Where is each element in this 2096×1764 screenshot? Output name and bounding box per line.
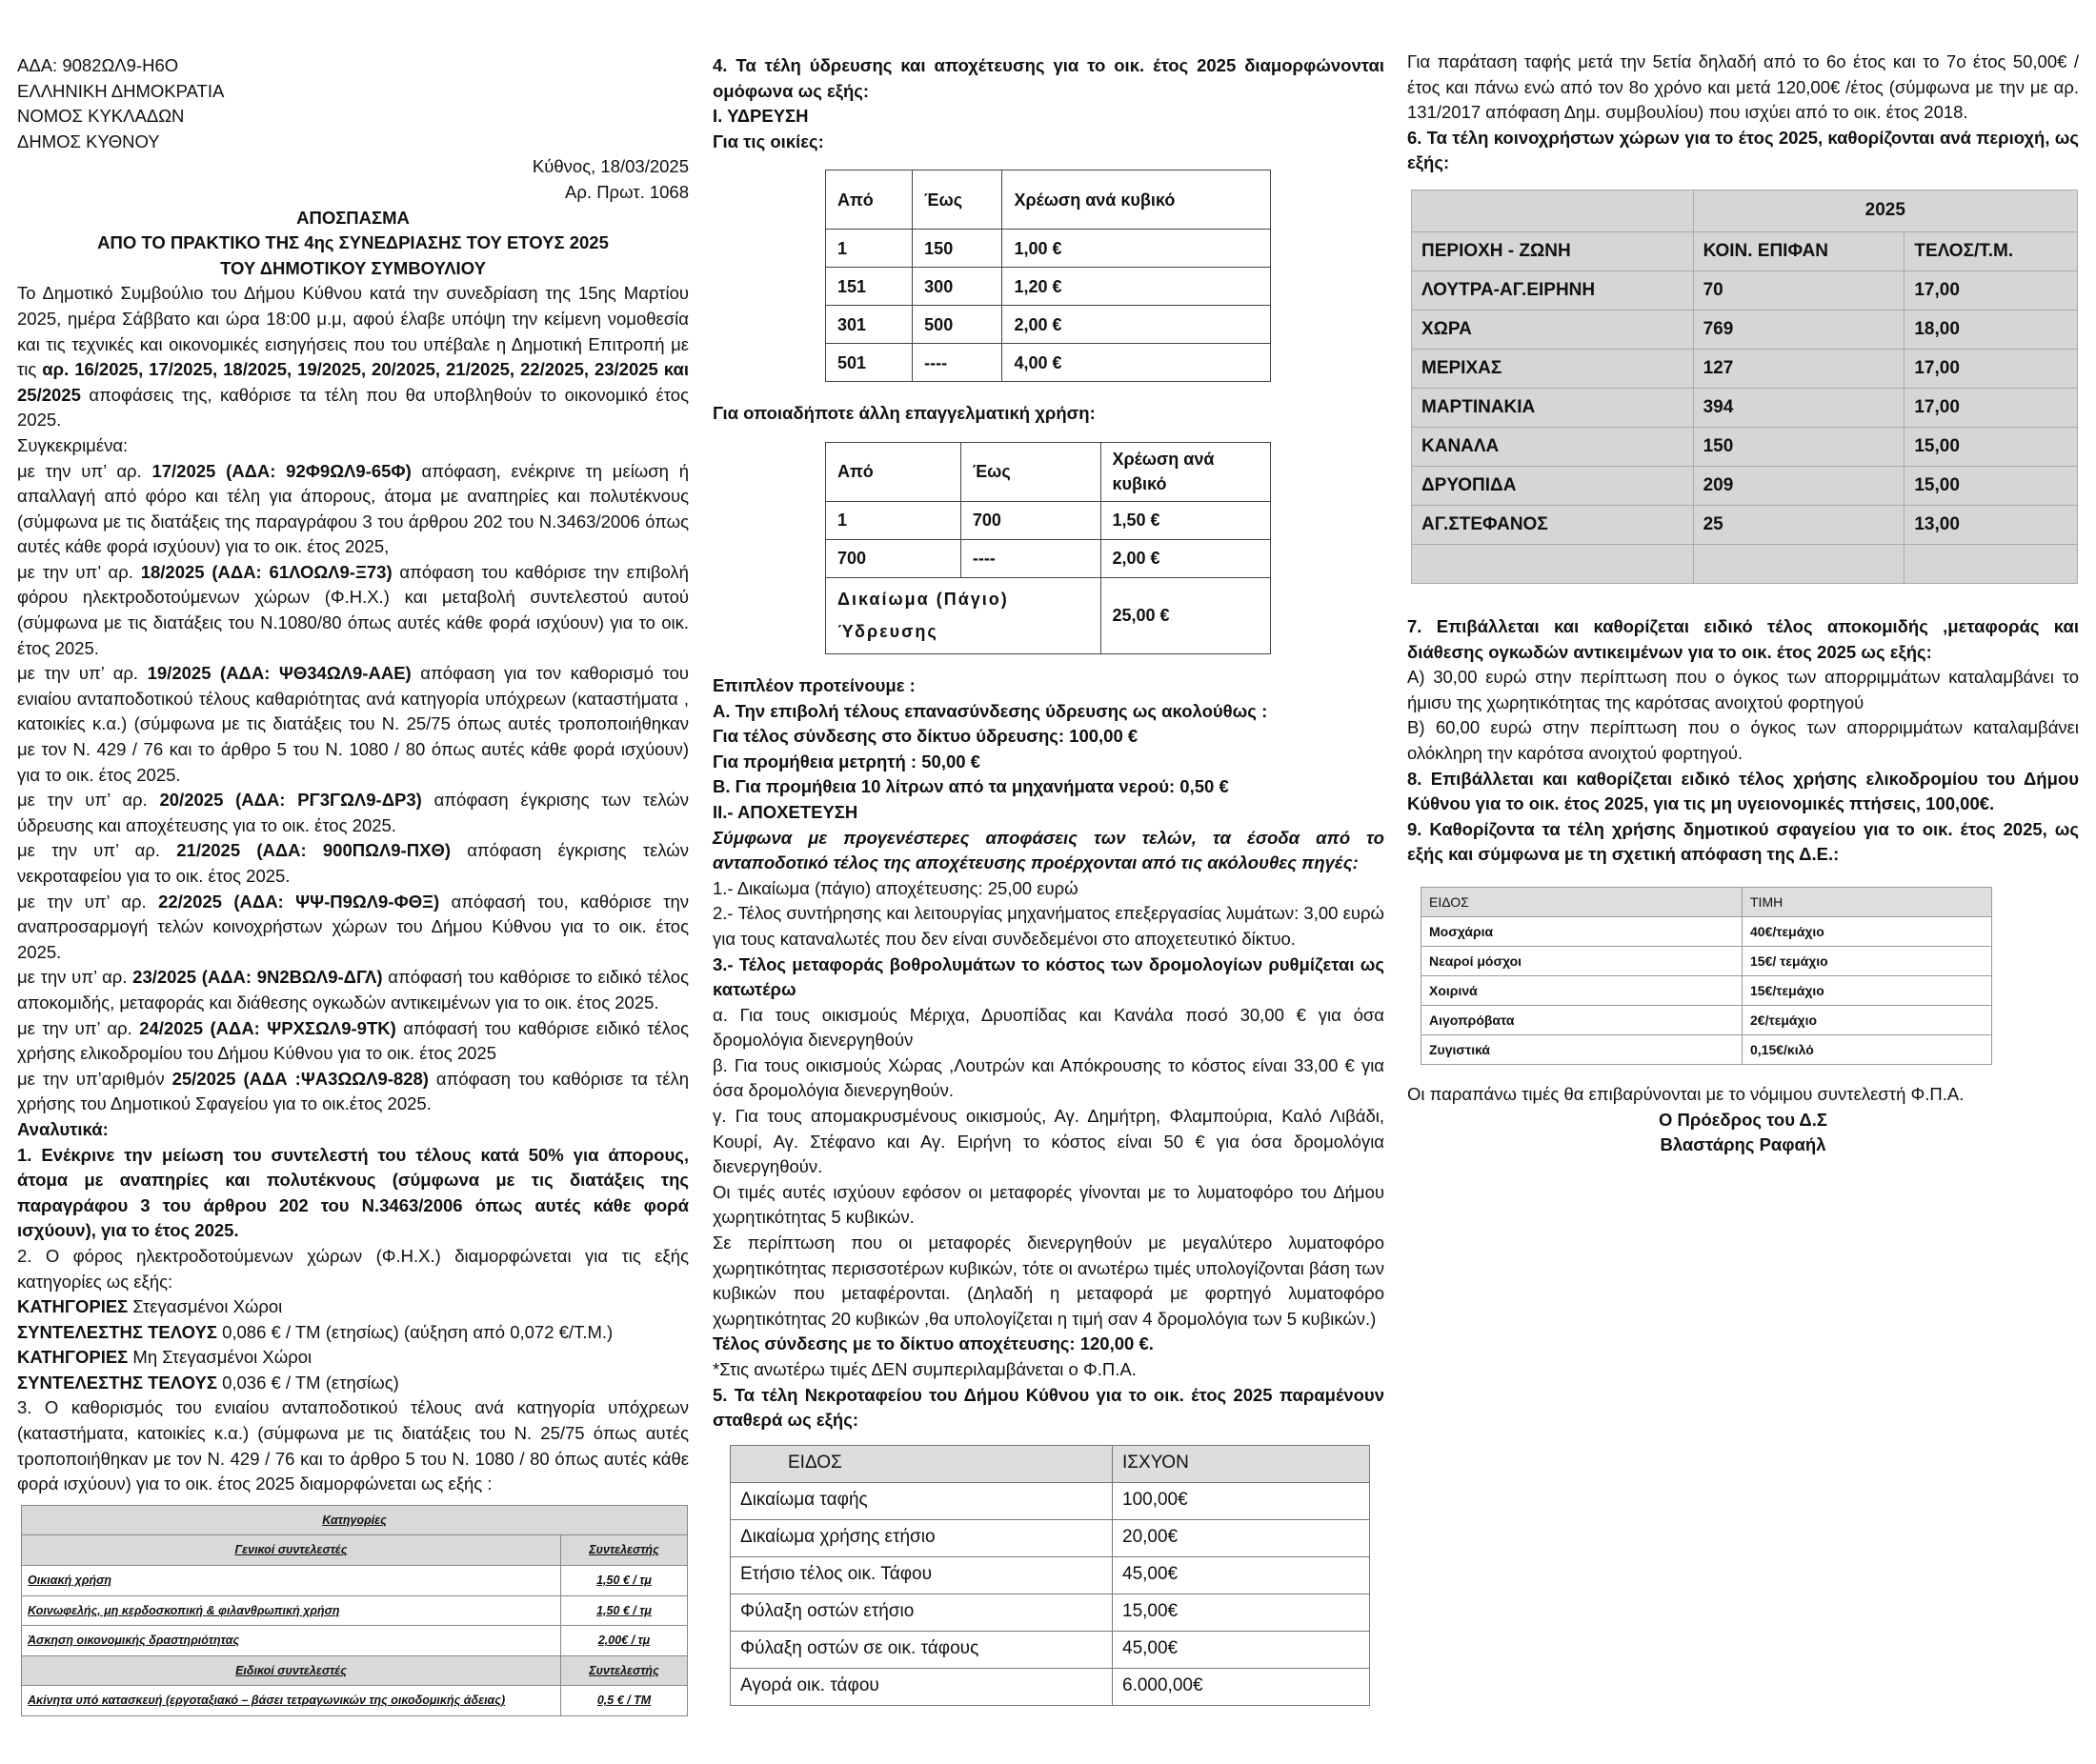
decision-25: με την υπ’αριθμόν 25/2025 (ΑΔΑ :ΨΑ3ΩΩΛ9-828) απόφαση του καθόρισε τα τέλη χρήσης του Δημοτικού Σφαγείου για το οικ.έτος 2025. [17,1068,689,1114]
table-row: Νεαροί μόσχοι 15€/ τεμάχιο [1421,946,1992,975]
item-6: 6. Τα τέλη κοινοχρήστων χώρων για το έτος 2025, καθορίζονται ανά περιοχή, ως εξής: [1407,127,2079,173]
public-spaces-table: 2025 ΠΕΡΙΟΧΗ - ΖΩΝΗ ΚΟΙΝ. ΕΠΙΦΑΝ ΤΕΛΟΣ/Τ.Μ. ΛΟΥΤΡΑ-ΑΓ.ΕΙΡΗΝΗ 70 17,00 ΧΩΡΑ 769 18,00 ΜΕΡΙΧΑΣ 127 17,00 ΜΑΡΤΙΝΑΚΙΑ 394 17,00 ΚΑΝΑΛΑ 150 15,00 ΔΡΥΟΠΙΔΑ 209 15,00 ΑΓ.ΣΤΕΦΑΝΟΣ 25 13,00 [1411,190,2078,584]
pro-heading: Για οποιαδήποτε άλλη επαγγελματική χρήση: [713,403,1096,424]
coefficient-header: Συντελεστής [561,1535,688,1566]
sewer-3c: γ. Για τους απομακρυσμένους οικισμούς, Αγ. Δημήτρη, Φλαμπούρια, Καλό Λιβάδι, Κουρί, Αγ. Στέφανο και Αγ. Ειρήνη το κόστος είναι 50 € για όσα δρομολόγια διενεργηθούν. [713,1106,1384,1177]
table-row: ΚΑΝΑΛΑ 150 15,00 [1412,427,2078,466]
decision-22: με την υπ’ αρ. 22/2025 (ΑΔΑ: ΨΨ-Π9ΩΛ9-ΦΘΞ) απόφασή του, καθόρισε την αναπροσαρμογή τελών κοινοχρήστων χώρων του Δήμου Κύθνου για το οικ. έτος 2025. [17,891,690,962]
slaughterhouse-table: ΕΙΔΟΣ ΤΙΜΗ Μοσχάρια 40€/τεμάχιο Νεαροί μόσχοι 15€/ τεμάχιο Χοιρινά 15€/τεμάχιο Αιγοπρόβατα 2€/τεμάχιο Ζυγιστικά 0,15€/κιλό [1421,887,1992,1065]
sewer-heading: ΙΙ.- ΑΠΟΧΕΤΕΥΣΗ [713,801,858,822]
sewer-connect-fee: Τέλος σύνδεσης με το δίκτυο αποχέτευσης: 120,00 €. [713,1333,1154,1354]
table-row: Ετήσιο τέλος οικ. Τάφου 45,00€ [731,1556,1370,1594]
burial-extension: Για παράταση ταφής μετά την 5ετία δηλαδή από το 6ο έτος και το 7ο έτος 50,00€ / έτος και πάνω ενώ από τον 8ο χρόνο και μετά 120,00€ /έτος (σύμφωνα με την με αρ. 131/2017 απόφαση Δημ. συμβουλίου) που ισχύει από το οικ. έτος 2018. [1407,51,2079,123]
table-row: 151 300 1,20 € [826,268,1271,306]
vat-note: *Στις ανωτέρω τιμές ΔΕΝ συμπεριλαμβάνεται ο Φ.Π.Α. [713,1359,1137,1379]
sewer-intro: Σύμφωνα με προγενέστερες αποφάσεις των τελών, τα έσοδα από το ανταποδοτικό τέλος της αποχέτευσης προέρχονται από τις ακόλουθες πηγές: [713,827,1384,873]
republic-label: ΕΛΛΗΝΙΚΗ ΔΗΜΟΚΡΑΤΙΑ [17,80,225,101]
table-row: Ακίνητα υπό κατασκευή (εργοταξιακό – βάσει τετραγωνικών της οικοδομικής άδειας) 0,5 € / ΤΜ [22,1686,688,1716]
document-title: ΑΠΟΣΠΑΣΜΑ [296,207,410,228]
table-row: Μοσχάρια 40€/τεμάχιο [1421,916,1992,946]
sewer-source-3: 3.- Τέλος μεταφοράς βοθρολυμάτων το κόστος των δρομολογίων ρυθμίζεται ως κατωτέρω [713,953,1384,1000]
coefficient-2: ΣΥΝΤΕΛΕΣΤΗΣ ΤΕΛΟΥΣ 0,036 € / ΤΜ (ετησίως) [17,1372,399,1393]
category-2: ΚΑΤΗΓΟΡΙΕΣ Μη Στεγασμένοι Χώροι [17,1347,312,1368]
category-1: ΚΑΤΗΓΟΡΙΕΣ Στεγασμένοι Χώροι [17,1296,283,1317]
decision-21: με την υπ’ αρ. 21/2025 (ΑΔΑ: 900ΠΩΛ9-ΠΧΘ) απόφαση έγκρισης τελών νεκροταφείου για το οικ. έτος 2025. [17,840,689,886]
municipality-label: ΔΗΜΟΣ ΚΥΘΝΟΥ [17,130,160,151]
decision-23: με την υπ’ αρ. 23/2025 (ΑΔΑ: 9Ν2ΒΩΛ9-ΔΓΛ) απόφασή του καθόρισε το ειδικό τέλος αποκομιδής, μεταφοράς και διάθεσης ογκωδών αντικειμένων για το οικ. έτος 2025. [17,967,689,1012]
table-row: 501 ---- 4,00 € [826,344,1271,382]
table-row: ΛΟΥΤΡΑ-ΑΓ.ΕΙΡΗΝΗ 70 17,00 [1412,271,2078,310]
protocol-number: Αρ. Πρωτ. 1068 [565,181,689,202]
item-9: 9. Καθορίζοντα τα τέλη χρήσης δημοτικού σφαγείου για το οικ. έτος 2025, ως εξής και σύμφωνα με τη σχετική απόφαση της Δ.Ε.: [1407,818,2079,865]
homes-heading: Για τις οικίες: [713,130,824,151]
meter-fee: Για προμήθεια μετρητή : 50,00 € [713,751,980,772]
table-row: Οικιακή χρήση 1,50 € / τμ [22,1566,688,1596]
item-5: 5. Τα τέλη Νεκροταφείου του Δήμου Κύθνου για το οικ. έτος 2025 παραμένουν σταθερά ως εξής: [713,1384,1384,1431]
ada-code: ΑΔΑ: 9082ΩΛ9-Η6Ο [17,55,179,75]
decision-19: με την υπ’ αρ. 19/2025 (ΑΔΑ: ΨΘ34ΩΛ9-ΑΑΕ) απόφαση για τον καθορισμό του ενιαίου ανταποδοτικού τέλους καθαριότητας ανά κατηγορία υπόχρεων (καταστήματα , κατοικίες κ.α.) (σύμφωνα με τις διατάξεις του Ν. 25/75 όπως αυτές τροποποιήθηκαν με τον Ν. 429 / 76 και το άρθρο 5 του Ν. 1080 / 80 όπως αυτές κάθε φορά ισχύουν) για το οικ. έτος 2025. [17,663,689,785]
table-row: Αιγοπρόβατα 2€/τεμάχιο [1421,1005,1992,1034]
coefficient-1: ΣΥΝΤΕΛΕΣΤΗΣ ΤΕΛΟΥΣ 0,086 € / ΤΜ (ετησίως) (αύξηση από 0,072 €/Τ.Μ.) [17,1321,614,1342]
column-right [1407,50,2079,1158]
document-subtitle-2: ΤΟΥ ΔΗΜΟΤΙΚΟΥ ΣΥΜΒΟΥΛΙΟΥ [220,257,486,278]
sewer-bigger-note: Σε περίπτωση που οι μεταφορές διενεργηθούν με μεγαλύτερο λυματοφόρο χωρητικότητας περισσοτέρων κυβικών, τότε οι ανωτέρω τιμές υπολογίζονται βάση των κυβικών που μεταφέρονται. (Δηλαδή η μεταφορά με φορτηγό λυματοφόρο χωρητικότητας 20 κυβικών ,θα υπολογίζεται η τιμή σαν 4 δρομολόγια των 5 κυβικών.) [713,1233,1384,1329]
item-7: 7. Επιβάλλεται και καθορίζεται ειδικό τέλος αποκομιδής ,μεταφοράς και διάθεσης ογκωδών αντικειμένων για το οικ. έτος 2025 ως εξής: [1407,615,2079,662]
item-1: 1. Ενέκρινε την μείωση του συντελεστή του τέλους κατά 50% για άπορους, άτομα με αναπηρίες και πολυτέκνους (σύμφωνα με τις διατάξεις της παραγράφου 3 του άρθρου 202 του Ν.3463/2006 όπως αυτές κάθε φορά ισχύουν), για το έτος 2025. [17,1144,689,1241]
propose-label: Επιπλέον προτείνουμε : [713,674,916,695]
analytically-label: Αναλυτικά: [17,1118,109,1139]
table-row: Φύλαξη οστών ετήσιο 15,00€ [731,1594,1370,1631]
table-row: Άσκηση οικονομικής δραστηριότητας 2,00€ / τμ [22,1626,688,1656]
item-7b: Β) 60,00 ευρώ στην περίπτωση που ο όγκος των απορριμμάτων καταλαμβάνει ολόκληρη την καρότσα ανοιχτού φορτηγού. [1407,717,2079,763]
column-left [17,53,689,1716]
table-row: 301 500 2,00 € [826,306,1271,344]
prefecture-label: ΝΟΜΟΣ ΚΥΚΛΑΔΩΝ [17,106,185,127]
item-7a: Α) 30,00 ευρώ στην περίπτωση που ο όγκος των απορριμμάτων καταλαμβάνει το ήμισυ της χωρητικότητας της καρότσας ανοιχτού φορτηγού [1407,667,2079,712]
decision-24: με την υπ’ αρ. 24/2025 (ΑΔΑ: ΨΡΧΣΩΛ9-9ΤΚ) απόφασή του καθόρισε ειδικό τέλος χρήσης ελικοδρομίου του Δήμου Κύθνου για το οικ. έτος 2025 [17,1017,689,1064]
cemetery-table: ΕΙΔΟΣ ΙΣΧΥΟΝ Δικαίωμα ταφής 100,00€ Δικαίωμα χρήσης ετήσιο 20,00€ Ετήσιο τέλος οικ. Τάφου 45,00€ Φύλαξη οστών ετήσιο 15,00€ Φύλαξη οστών σε οικ. τάφους 45,00€ Αγορά οικ. τάφου 6.000,00€ [730,1445,1370,1706]
specifically-label: Συγκεκριμένα: [17,434,129,455]
table-row: ΑΓ.ΣΤΕΦΑΝΟΣ 25 13,00 [1412,505,2078,544]
table-row: Δικαίωμα ταφής 100,00€ [731,1482,1370,1519]
table-row: 1 700 1,50 € [826,501,1271,539]
item-2: 2. Ο φόρος ηλεκτροδοτούμενων χώρων (Φ.Η.Χ.) διαμορφώνεται για τις εξής κατηγορίες ως εξής: [17,1245,689,1292]
cleaning-fee-table [21,1505,688,1716]
table-row: Ζυγιστικά 0,15€/κιλό [1421,1034,1992,1064]
water-machine-fee: Β. Για προμήθεια 10 λίτρων από τα μηχανήματα νερού: 0,50 € [713,776,1229,797]
cleaning-table-title: Κατηγορίες [22,1505,688,1535]
table-row: ΜΕΡΙΧΑΣ 127 17,00 [1412,349,2078,388]
sewer-source-1: 1.- Δικαίωμα (πάγιο) αποχέτευσης: 25,00 ευρώ [713,877,1078,898]
vat-final-note: Οι παραπάνω τιμές θα επιβαρύνονται με το νόμιμου συντελεστή Φ.Π.Α. [1407,1083,1965,1104]
table-row: ΜΑΡΤΙΝΑΚΙΑ 394 17,00 [1412,388,2078,427]
sewer-3b: β. Για τους οικισμούς Χώρας ,Λουτρών και Απόκρουσης το κόστος είναι 33,00 € για όσα δρομολόγια διενεργηθούν. [713,1054,1384,1101]
intro-paragraph: Το Δημοτικό Συμβούλιο του Δήμου Κύθνου κατά την συνεδρίαση της 15ης Μαρτίου 2025, ημέρα Σάββατο και ώρα 18:00 μ.μ, αφού έλαβε υπόψη την κείμενη νομοθεσία και τις τεχνικές και οικονομικές εισηγήσεις που του υπέβαλε η Δημοτική Επιτροπή με τις αρ. 16/2025, 17/2025, 18/2025, 19/2025, 20/2025, 21/2025, 22/2025, 23/2025 και 25/2025 αποφάσεις της, καθόρισε τα τέλη που θα υποβληθούν το οικονομικό έτος 2025. [17,283,689,431]
item-4: 4. Τα τέλη ύδρευσης και αποχέτευσης για το οικ. έτος 2025 διαμορφώνονται ομόφωνα ως εξής: [713,55,1384,101]
decision-17: με την υπ’ αρ. 17/2025 (ΑΔΑ: 92Φ9ΩΛ9-65Φ) απόφαση, ενέκρινε τη μείωση ή απαλλαγή από φόρο και τέλη για άπορους, άτομα με αναπηρίες και πολυτέκνους (σύμφωνα με τις διατάξεις της παραγράφου 3 του άρθρου 202 του Ν.3463/2006 όπως αυτές κάθε φορά ισχύουν) για το οικ. έτος 2025, [17,460,689,557]
sewer-3a: α. Για τους οικισμούς Μέριχα, Δρυοπίδας και Κανάλα ποσό 30,00 € για όσα δρομολόγια διενεργηθούν [713,1004,1384,1051]
president-title: Ο Πρόεδρος του Δ.Σ [1659,1109,1827,1130]
special-coefficients-header: Ειδικοί συντελεστές [22,1655,561,1686]
water-heading: Ι. ΥΔΡΕΥΣΗ [713,106,809,127]
connect-fee: Για τέλος σύνδεσης στο δίκτυο ύδρευσης: 100,00 € [713,726,1139,747]
table-row: Αγορά οικ. τάφου 6.000,00€ [731,1668,1370,1705]
table-row: ΔΡΥΟΠΙΔΑ 209 15,00 [1412,466,2078,505]
table-row: 1 150 1,00 € [826,230,1271,268]
decision-18: με την υπ’ αρ. 18/2025 (ΑΔΑ: 61ΛΟΩΛ9-Ξ73) απόφαση του καθόρισε την επιβολή φόρου ηλεκτροδοτούμενων χώρων (Φ.Η.Χ.) και μεταβολή συντελεστού αυτού (σύμφωνα με τις διατάξεις του Ν.1080/80 όπως αυτές κάθε φορά ισχύουν) για το οικ. έτος 2025. [17,561,689,658]
sewer-valid-note: Οι τιμές αυτές ισχύουν εφόσον οι μεταφορές γίνονται με το λυματοφόρο του Δήμου χωρητικότητας 5 κυβικών. [713,1181,1384,1228]
table-row: Δικαίωμα χρήσης ετήσιο 20,00€ [731,1519,1370,1556]
item-8: 8. Επιβάλλεται και καθορίζεται ειδικό τέλος χρήσης ελικοδρομίου του Δήμου Κύθνου για το οικ. έτος 2025, για τις μη υγειονομικές πτήσεις, 100,00€. [1407,768,2079,814]
document-subtitle: ΑΠΟ ΤΟ ΠΡΑΚΤΙΚΟ ΤΗΣ 4ης ΣΥΝΕΔΡΙΑΣΗΣ ΤΟΥ ΕΤΟΥΣ 2025 [97,232,609,253]
column-middle [713,53,1384,1721]
general-coefficients-header: Γενικοί συντελεστές [22,1535,561,1566]
table-row: Δικαίωμα (Πάγιο) Ύδρευσης 25,00 € [826,577,1271,653]
table-row: ΧΩΡΑ 769 18,00 [1412,310,2078,349]
president-name: Βλαστάρης Ραφαήλ [1660,1134,1826,1155]
table-row: 700 ---- 2,00 € [826,539,1271,577]
table-row: Κοινωφελής, μη κερδοσκοπική & φιλανθρωπική χρήση 1,50 € / τμ [22,1595,688,1626]
decision-20: με την υπ’ αρ. 20/2025 (ΑΔΑ: ΡΓ3ΓΩΛ9-ΔΡ3) απόφαση έγκρισης των τελών ύδρευσης και αποχέτευσης για το οικ. έτος 2025. [17,790,689,835]
item-3: 3. Ο καθορισμός του ενιαίου ανταποδοτικού τέλους ανά κατηγορία υπόχρεων (καταστήματα, κατοικίες κ.α.) (σύμφωνα με τις διατάξεις του Ν. 25/75 όπως αυτές τροποποιήθηκαν με τον Ν. 429 / 76 και το άρθρο 5 του Ν. 1080 / 80 όπως αυτές κάθε φορά ισχύουν) για το οικ. έτος 2025 διαμορφώνεται ως εξής : [17,1397,689,1494]
coefficient-header-2: Συντελεστής [561,1655,688,1686]
document-date: Κύθνος, 18/03/2025 [532,156,689,177]
sewer-source-2: 2.- Τέλος συντήρησης και λειτουργίας μηχανήματος επεξεργασίας λυμάτων: 3,00 ευρώ για τους καταναλωτές που δεν είναι συνδεδεμένοι στο αποχετευτικό δίκτυο. [713,903,1384,949]
reconnect-heading: Α. Την επιβολή τέλους επανασύνδεσης ύδρευσης ως ακολούθως : [713,700,1268,721]
table-row: Χοιρινά 15€/τεμάχιο [1421,975,1992,1005]
homes-water-table: Από Έως Χρέωση ανά κυβικό 1 150 1,00 € 151 300 1,20 € 301 500 2,00 € 501 ---- 4,00 € [825,170,1271,382]
professional-water-table: Από Έως Χρέωση ανά κυβικό 1 700 1,50 € 700 ---- 2,00 € Δικαίωμα (Πάγιο) Ύδρευσης 25,00 € [825,442,1271,654]
table-row: Φύλαξη οστών σε οικ. τάφους 45,00€ [731,1631,1370,1668]
